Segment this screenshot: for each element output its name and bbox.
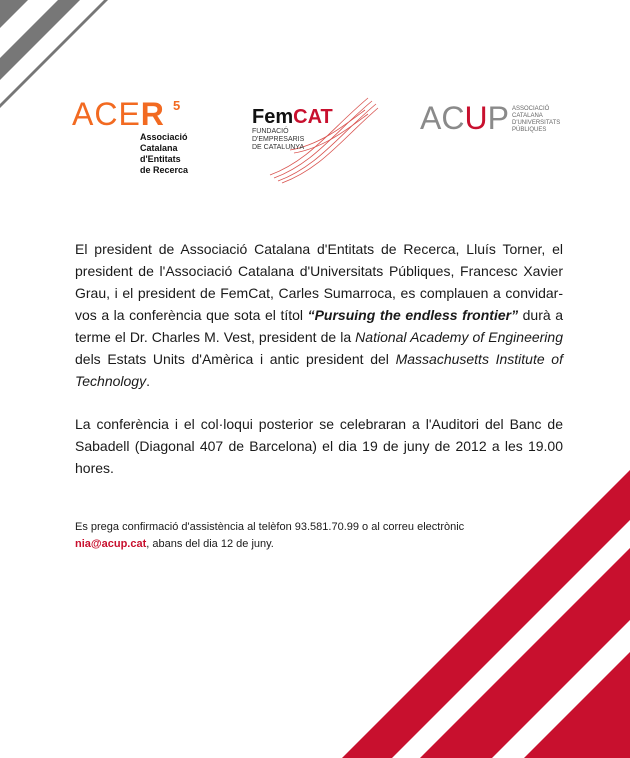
top-left-gray-stripe-1: [0, 0, 28, 28]
nae-name: National Academy of Engineering: [355, 329, 563, 345]
rsvp-deadline: , abans del dia 12 de juny.: [146, 538, 274, 550]
acup-word-p: P: [487, 100, 509, 136]
acer-logo-wordmark: [72, 98, 165, 130]
invitation-paragraph-1: [75, 238, 563, 392]
mit-name: Massachusetts Institute of Technology: [75, 351, 563, 389]
rsvp-email-link[interactable]: nia@acup.cat: [75, 538, 147, 550]
acup-logo-subtitle: [512, 106, 572, 134]
acer-word-r: R: [140, 96, 165, 132]
rsvp-line-2: [75, 536, 555, 553]
femcat-logo-subtitle: [252, 128, 332, 152]
acup-sub-line: CATALANA: [512, 113, 543, 119]
femcat-sub-line: DE CATALUNYA: [252, 144, 305, 151]
rsvp-note: [75, 519, 555, 553]
acer-sub-line: Catalana: [140, 143, 178, 153]
p1-text-d: .: [146, 373, 150, 389]
p1-text-c: dels Estats Units d'Amèrica i antic president del: [75, 351, 396, 367]
femcat-sub-line: FUNDACIÓ D'EMPRESARIS: [252, 128, 305, 143]
acup-logo: [420, 100, 561, 136]
acer-word-prefix: ACE: [72, 96, 141, 132]
acer-logo-subtitle: [140, 132, 220, 176]
conference-title: “Pursuing the endless frontier”: [307, 307, 519, 323]
p1-text-a: El president de Associació Catalana d'Entitats de Recerca, Lluís Torner, el president de l'Associació Catalana d'Universitats Públiques, Francesc Xavier Grau, i el president de FemCat, Carles Sumarroca, es complauen a convidar-vos a la conferència que sota el títol: [75, 241, 563, 323]
invitation-paragraph-2: La conferència i el col·loqui posterior se celebraran a l'Auditori del Banc de Sabadell (Diagonal 407 de Barcelona) el dia 19 de juny de 2012 a les 19.00 hores.: [75, 416, 563, 476]
logo-row: [0, 90, 630, 190]
acup-logo-wordmark: [420, 102, 509, 134]
acer-logo: [72, 96, 189, 175]
femcat-logo-wordmark: [252, 106, 333, 129]
femcat-word-prefix: Fem: [252, 106, 294, 128]
invitation-body: [75, 238, 563, 500]
femcat-word-suffix: CAT: [293, 106, 333, 128]
acer-sub-line: de Recerca: [140, 165, 189, 175]
femcat-logo: [250, 90, 390, 185]
acer-sub-line: Associació: [140, 132, 188, 142]
acup-word-ac: AC: [420, 100, 465, 136]
acup-sub-line: D'UNIVERSITATS: [512, 120, 561, 126]
acup-sub-line: ASSOCIACIÓ: [512, 106, 550, 112]
acer-logo-superscript: 5: [173, 98, 181, 113]
acup-sub-line: PÚBLIQUES: [512, 127, 547, 133]
acer-sub-line: d'Entitats: [140, 154, 181, 164]
acup-word-u: U: [464, 100, 488, 136]
rsvp-line-1: Es prega confirmació d'assistència al telèfon 93.581.70.99 o al correu electrònic: [75, 521, 465, 533]
p1-text-b: durà a terme el Dr. Charles M. Vest, president de la: [75, 307, 563, 345]
